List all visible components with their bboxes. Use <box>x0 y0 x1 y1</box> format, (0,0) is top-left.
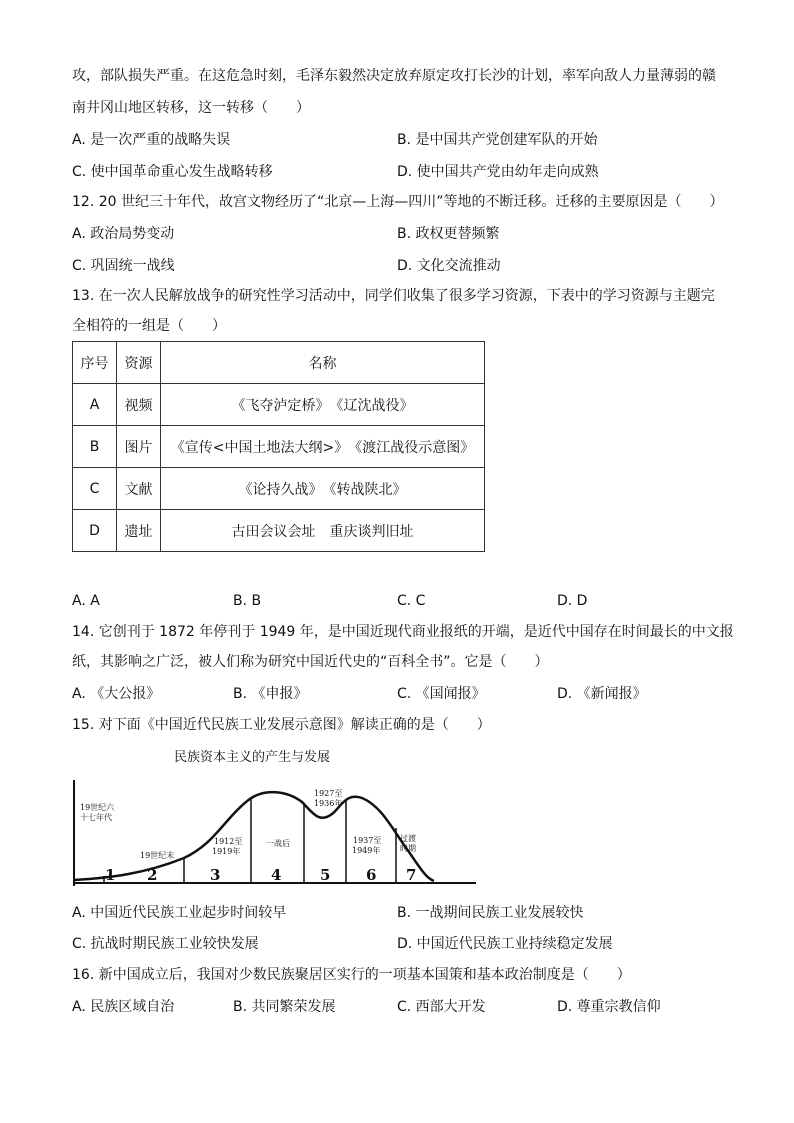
q15-option-c: C. 抗战时期民族工业较快发展 <box>72 936 259 952</box>
q16-option-b: B. 共同繁荣发展 <box>233 999 336 1015</box>
table-cell: C <box>73 468 117 510</box>
table-row <box>73 510 485 552</box>
q12-option-a: A. 政治局势变动 <box>72 226 175 242</box>
q11-option-a: A. 是一次严重的战略失误 <box>72 132 231 148</box>
table-cell: 《飞夺泸定桥》 《辽沈战役》 <box>161 384 485 426</box>
period-label: 一战后 <box>266 839 290 848</box>
segment-number: 4 <box>271 866 282 884</box>
q13-stem-line2: 全相符的一组是（ ） <box>72 318 226 334</box>
q16-stem: 16. 新中国成立后，我国对少数民族聚居区实行的一项基本国策和基本政治制度是（ ） <box>72 967 631 983</box>
q13-option-b: B. B <box>233 593 262 609</box>
q13-option-d: D. D <box>557 593 588 609</box>
q13-option-c: C. C <box>397 593 426 609</box>
period-label: 1927至 <box>314 789 343 798</box>
period-label: 1936年 <box>314 799 343 808</box>
segment-number: 7 <box>406 866 417 884</box>
table-cell: D <box>73 510 117 552</box>
period-label: 1937至 <box>353 836 382 845</box>
period-label: 1912至 <box>214 837 243 846</box>
segment-number: 6 <box>366 866 377 884</box>
period-label: 十七年代 <box>80 813 112 822</box>
q14-stem-line1: 14. 它创刊于 1872 年停刊于 1949 年，是中国近现代商业报纸的开端，是近代中国存在时间最长的中文报 <box>72 624 734 640</box>
table-cell: 视频 <box>117 384 161 426</box>
table-row <box>73 468 485 510</box>
q11-option-c: C. 使中国革命重心发生战略转移 <box>72 164 273 180</box>
industry-development-chart <box>64 740 484 890</box>
q11-option-d: D. 使中国共产党由幼年走向成熟 <box>397 164 599 180</box>
q15-option-a: A. 中国近代民族工业起步时间较早 <box>72 905 287 921</box>
table-cell: 图片 <box>117 426 161 468</box>
period-label: 时期 <box>400 844 416 853</box>
q13-option-a: A. A <box>72 593 100 609</box>
period-label: 过渡 <box>400 834 416 843</box>
chart-title: 民族资本主义的产生与发展 <box>174 750 331 765</box>
table-row <box>73 384 485 426</box>
period-label: 1949年 <box>352 846 381 855</box>
q11-stem-line1: 攻，部队损失严重。在这危急时刻，毛泽东毅然决定放弃原定攻打长沙的计划，率军向敌人力量薄弱的赣 <box>72 68 716 84</box>
q14-option-d: D. 《新闻报》 <box>557 686 647 702</box>
q14-option-b: B. 《申报》 <box>233 686 308 702</box>
table-header-cell: 序号 <box>73 342 117 384</box>
table-cell: 遗址 <box>117 510 161 552</box>
table-header-row <box>73 342 485 384</box>
q16-option-d: D. 尊重宗教信仰 <box>557 999 661 1015</box>
q14-option-c: C. 《国闻报》 <box>397 686 486 702</box>
q14-option-a: A. 《大公报》 <box>72 686 161 702</box>
q15-option-d: D. 中国近代民族工业持续稳定发展 <box>397 936 613 952</box>
q15-option-b: B. 一战期间民族工业发展较快 <box>397 905 584 921</box>
q12-option-c: C. 巩固统一战线 <box>72 258 175 274</box>
table-cell: 古田会议会址 重庆谈判旧址 <box>161 510 485 552</box>
q11-stem-line2: 南井冈山地区转移，这一转移（ ） <box>72 100 310 116</box>
table-cell: 《宣传<中国土地法大纲>》 《渡江战役示意图》 <box>161 426 485 468</box>
table-row <box>73 426 485 468</box>
segment-number: 2 <box>147 866 158 884</box>
q12-option-d: D. 文化交流推动 <box>397 258 501 274</box>
table-cell: 文献 <box>117 468 161 510</box>
q14-stem-line2: 纸，其影响之广泛，被人们称为研究中国近代史的“百科全书”。它是（ ） <box>72 654 549 670</box>
segment-number: 1 <box>105 866 116 884</box>
table-cell: B <box>73 426 117 468</box>
q12-option-b: B. 政权更替频繁 <box>397 226 500 242</box>
q15-stem: 15. 对下面《中国近代民族工业发展示意图》解读正确的是（ ） <box>72 717 491 733</box>
table-cell: A <box>73 384 117 426</box>
q11-option-b: B. 是中国共产党创建军队的开始 <box>397 132 598 148</box>
resource-table <box>72 341 485 552</box>
q16-option-c: C. 西部大开发 <box>397 999 486 1015</box>
q16-option-a: A. 民族区域自治 <box>72 999 175 1015</box>
q13-stem-line1: 13. 在一次人民解放战争的研究性学习活动中，同学们收集了很多学习资源，下表中的学习资源与主题完 <box>72 288 715 304</box>
table-header-cell: 名称 <box>161 342 485 384</box>
segment-number: 5 <box>320 866 331 884</box>
q12-stem: 12. 20 世纪三十年代，故宫文物经历了“北京—上海—四川”等地的不断迁移。迁移的主要原因是（ ） <box>72 194 724 210</box>
period-label: 19世纪六 <box>80 803 115 812</box>
period-label: 1919年 <box>212 847 241 856</box>
table-cell: 《论持久战》 《转战陕北》 <box>161 468 485 510</box>
period-label: 19世纪末 <box>140 851 175 860</box>
table-header-cell: 资源 <box>117 342 161 384</box>
segment-number: 3 <box>210 866 221 884</box>
